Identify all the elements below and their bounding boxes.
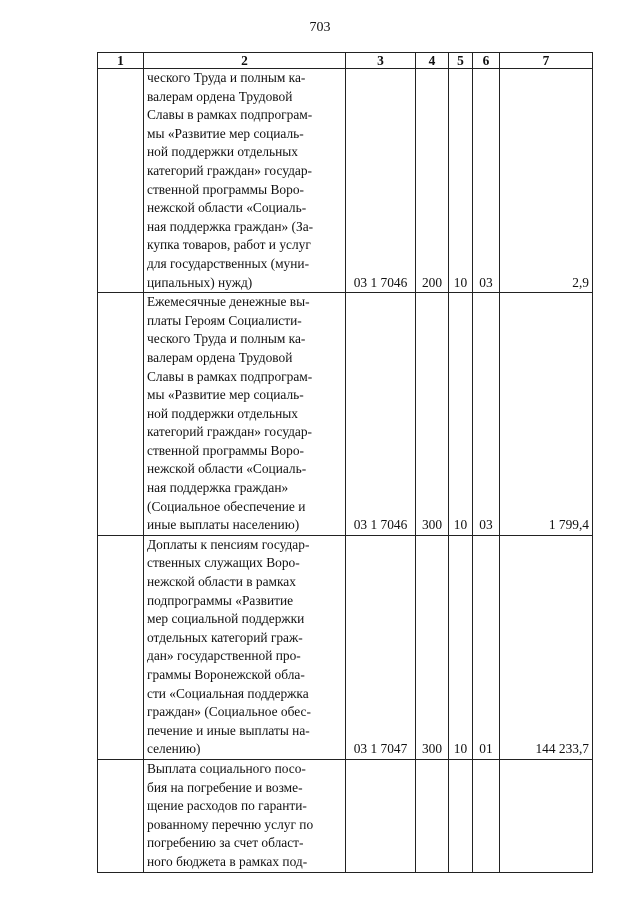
row-blank-cell	[98, 759, 144, 872]
description-line: отдельных категорий граж-	[147, 629, 303, 645]
amount-value: 1 799,4	[500, 293, 593, 536]
description-line: ной поддержки отдельных	[147, 144, 298, 160]
row-description	[144, 69, 346, 293]
table-body	[98, 69, 593, 873]
description-line: нежской области в рамках	[147, 574, 296, 590]
section-code: 10	[449, 69, 473, 293]
description-line: селению)	[147, 741, 201, 757]
header-col-3: 3	[346, 53, 416, 69]
header-col-1: 1	[98, 53, 144, 69]
description-line: платы Героям Социалисти-	[147, 312, 302, 328]
description-line: ной поддержки отдельных	[147, 405, 298, 421]
subsection-code: 03	[473, 293, 500, 536]
description-line: мы «Развитие мер социаль-	[147, 387, 304, 403]
description-line: ная поддержка граждан» (За-	[147, 218, 314, 234]
table-row	[98, 535, 593, 759]
table-row	[98, 69, 593, 293]
target-article-code	[346, 759, 416, 872]
amount-value	[500, 759, 593, 872]
amount-value: 2,9	[500, 69, 593, 293]
description-line: мы «Развитие мер социаль-	[147, 125, 304, 141]
description-line: купка товаров, работ и услуг	[147, 237, 311, 253]
row-description	[144, 535, 346, 759]
row-description	[144, 293, 346, 536]
description-line: ческого Труда и полным ка-	[147, 70, 306, 85]
description-line: Выплата социального посо-	[147, 760, 306, 776]
description-line: валерам ордена Трудовой	[147, 88, 293, 104]
description-line: щение расходов по гаранти-	[147, 798, 307, 814]
description-line: Славы в рамках подпрограм-	[147, 107, 313, 123]
description-line: Ежемесячные денежные вы-	[147, 294, 310, 310]
description-line: мер социальной поддержки	[147, 611, 305, 627]
page-number: 703	[309, 20, 331, 35]
header-col-5: 5	[449, 53, 473, 69]
description-line: граждан» (Социальное обес-	[147, 704, 311, 720]
description-line: категорий граждан» государ-	[147, 424, 312, 440]
expense-type-code: 200	[416, 69, 449, 293]
description-line: ственной программы Воро-	[147, 181, 304, 197]
description-line: ственной программы Воро-	[147, 442, 304, 458]
subsection-code	[473, 759, 500, 872]
header-col-4: 4	[416, 53, 449, 69]
table-row	[98, 759, 593, 872]
description-line: для государственных (муни-	[147, 255, 310, 271]
description-line: сти «Социальная поддержка	[147, 685, 309, 701]
description-line: подпрограммы «Развитие	[147, 592, 294, 608]
description-line: дан» государственной про-	[147, 648, 301, 664]
table-row	[98, 293, 593, 536]
description-line: бия на погребение и возме-	[147, 779, 303, 795]
section-code	[449, 759, 473, 872]
section-code: 10	[449, 535, 473, 759]
amount-value: 144 233,7	[500, 535, 593, 759]
header-col-6: 6	[473, 53, 500, 69]
header-col-2: 2	[144, 53, 346, 69]
description-line: ческого Труда и полным ка-	[147, 331, 306, 347]
expense-type-code: 300	[416, 535, 449, 759]
subsection-code: 01	[473, 535, 500, 759]
description-line: граммы Воронежской обла-	[147, 667, 305, 682]
description-line: Славы в рамках подпрограм-	[147, 368, 313, 384]
target-article-code: 03 1 7046	[346, 69, 416, 293]
description-line: ципальных) нужд)	[147, 274, 253, 290]
description-line: ная поддержка граждан»	[147, 480, 289, 496]
subsection-code: 03	[473, 69, 500, 293]
description-line: валерам ордена Трудовой	[147, 349, 293, 365]
target-article-code: 03 1 7047	[346, 535, 416, 759]
header-col-7: 7	[500, 53, 593, 69]
description-line: ного бюджета в рамках под-	[147, 853, 308, 869]
expense-type-code	[416, 759, 449, 872]
row-blank-cell	[98, 69, 144, 293]
row-blank-cell	[98, 293, 144, 536]
description-line: иные выплаты населению)	[147, 517, 300, 533]
row-description	[144, 759, 346, 872]
description-line: рованному перечню услуг по	[147, 816, 314, 832]
section-code: 10	[449, 293, 473, 536]
description-line: печение и иные выплаты на-	[147, 722, 310, 738]
description-line: ственных служащих Воро-	[147, 555, 300, 571]
description-line: нежской области «Социаль-	[147, 461, 307, 477]
description-line: категорий граждан» государ-	[147, 162, 312, 178]
description-line: Доплаты к пенсиям государ-	[147, 536, 310, 552]
expense-type-code: 300	[416, 293, 449, 536]
budget-table	[97, 52, 593, 873]
description-line: (Социальное обеспечение и	[147, 498, 306, 514]
header-row	[98, 53, 593, 69]
description-line: нежской области «Социаль-	[147, 200, 307, 216]
target-article-code: 03 1 7046	[346, 293, 416, 536]
row-blank-cell	[98, 535, 144, 759]
description-line: погребению за счет област-	[147, 835, 304, 851]
